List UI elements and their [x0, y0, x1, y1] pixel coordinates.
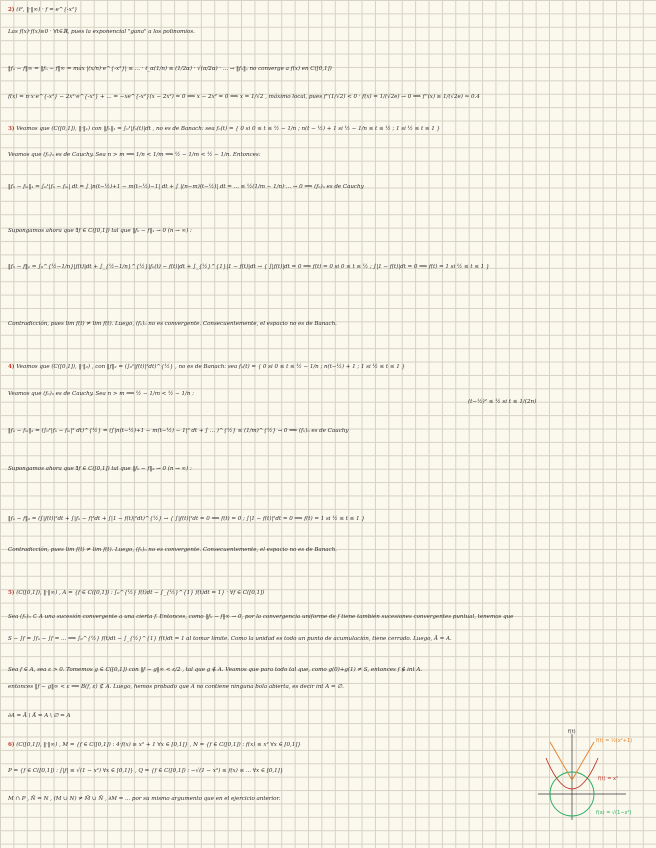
note-line — [8, 363, 586, 371]
exercise-number: 2) — [8, 7, 15, 13]
note-line — [8, 741, 586, 749]
note-line — [8, 795, 586, 803]
graph-label-3: f(x) = √(1−x²) — [596, 810, 632, 816]
note-text: ‖fₙ − fₘ‖₁ = ∫₀¹|fₙ − fₘ| dt = ∫ |n(t−½)+1 − m(t−½)−1| dt + ∫ |(n−m)(t−½)| dt = ... ≤ ½(1/m − 1/n)·... → 0 ⟹ (fₙ)ₙ es de Cauchy — [8, 184, 364, 190]
note-text: (C([0,1]), ‖·‖∞) , A = {f ∈ C([0,1]) : ∫₀^{½} f(t)dt − ∫_{½}^{1} f(t)dt = 1} · ∀f ∈ C([0,1]) — [16, 590, 265, 596]
note-text: ‖fₙ − f‖₁ = ∫₀^{½−1/n}|f(t)|dt + ∫_{½−1/n}^{½}|fₙ(t) − f(t)|dt + ∫_{½}^{1}|1 − f(t)|dt → { ∫|f(t)|dt = 0 ⟹ f(t) = 0 si 0 ≤ t ≤ ½ ; ∫|1 − f(t)|dt = 0 ⟹ f(t) = 1 si ½ ≤ t ≤ 1 } — [8, 264, 490, 270]
note-line — [8, 589, 586, 597]
note-line — [8, 65, 586, 73]
note-text: (C([0,1]), ‖·‖∞) , M = {f ∈ C([0,1]) : 4·f(x) ≥ x² + 1 ∀x ∈ [0,1]} , N = {f ∈ C([0,1]) : f(x) ≤ x² ∀x ∈ [0,1]} — [16, 742, 301, 748]
graph-label-1: f(t) = ½(x²+1) — [596, 738, 632, 744]
note-line — [8, 320, 586, 328]
note-text: ‖fₙ − f‖₂ = (∫|f(t)|²dt + ∫|fₙ − f|²dt + ∫|1 − f(t)|²dt)^{½} → { ∫|f(t)|²dt = 0 ⟹ f(t) = 0 ; ∫|1 − f(t)|²dt = 0 ⟹ f(t) = 1 si ½ ≤ t ≤ 1 } — [8, 516, 365, 522]
note-line — [8, 28, 586, 36]
note-text: Veamos que (C([0,1]), ‖·‖₁) con ‖fₙ‖₁ = ∫₀¹|fₙ(t)|dt , no es de Banach: sea fₙ(t) = { 0 si 0 ≤ t ≤ ½ − 1/n ; n(t − ½) + 1 si ½ − 1/n ≤ t ≤ ½ ; 1 si ½ ≤ t ≤ 1 } — [16, 126, 441, 132]
note-text: (ℓ², ‖·‖∞) · f = e^{-x²} — [16, 7, 78, 13]
note-line — [8, 263, 586, 271]
note-line — [8, 767, 586, 775]
note-text: f(x) = n·x·e^{-x²} − 2x²·e^{-x²} + ... = −xe^{-x²}(x − 2x²) = 0 ⟹ x − 2x² = 0 ⟹ x = 1/√2 , máximo local, pues f''(1/√2) < 0 · f(x) = 1/(√2e) → 0 ⟹ f''(x) ≥ 1/(√2e) ≈ 0.4 — [8, 94, 480, 100]
note-text: Sea f ∈ A, sea ε > 0. Tomemos g ∈ C([0,1]) con ‖f − g‖∞ < ε/2 , tal que g ∉ A. Veamos que para todo tal que, como g(0)+g(1) ≠ S, entonces f ∉ int A. — [8, 667, 423, 673]
note-text: P = {f ∈ C([0,1]) : ∫|f| ≤ √(1 − x²) ∀x ∈ [0,1]} , Q = {f ∈ C([0,1]) : −√(1 − x²) ≤ f(x) ≤ ... ∀x ∈ [0,1]} — [8, 768, 284, 774]
exercise-number: 3) — [8, 126, 15, 132]
note-text: ‖fₙ − fₘ‖₂ = (∫₀¹|fₙ − fₘ|² dt)^{½} = (∫|n(t−½)+1 − m(t−½) − 1|² dt + ∫ ... )^{½} ≤ (1/m)^{½} → 0 ⟹ (fₙ)ₙ es de Cauchy — [8, 428, 349, 434]
exercise-number: 4) — [8, 364, 15, 370]
note-line — [8, 465, 586, 473]
note-text: entonces ‖f − g‖∞ < ε ⟹ B(f, ε) ⊄ A. Luego, hemos probado que A no contiene ninguna bola abierta, es decir int A = ∅. — [8, 684, 344, 690]
note-text: Contradicción, pues lim f(t) ≠ lim f(t). Luego, (fₙ)ₙ no es convergente. Consecuentemente, el espacio no es de Banach. — [8, 547, 337, 553]
note-text: Veamos que (C([0,1]), ‖·‖₂) , con ‖f‖₂ = (∫₀¹|f(t)|²dt)^{½} , no es de Banach: sea fₙ(t) = { 0 si 0 ≤ t ≤ ½ − 1/n ; n(t−½) + 1 ; 1 si ½ ≤ t ≤ 1 } — [16, 364, 405, 370]
note-line — [8, 6, 586, 14]
note-line — [8, 151, 586, 159]
note-line — [8, 712, 586, 720]
note-line — [8, 515, 586, 523]
note-line — [8, 227, 586, 235]
note-text: ‖fₙ − f‖∞ = ‖fₙ − f‖∞ = máx |(x/n)·e^{-x²}| ≤ ... · ℓ_α(1/n) ≤ (1/2α) · √(π/2α) · ... → ‖fₙ‖ₓ no converge a f(x) en C([0,1]) — [8, 66, 332, 72]
note-line — [8, 390, 586, 398]
note-line — [8, 666, 586, 674]
note-line — [8, 93, 586, 101]
note-text: ∂A = Ā \ Å = A \ ∅ = A — [8, 713, 71, 719]
note-line — [8, 546, 586, 554]
note-text: Contradicción, pues lim f(t) ≠ lim f(t). Luego, (fₙ)ₙ no es convergente. Consecuentemente, el espacio no es de Banach. — [8, 321, 337, 327]
exercise-number: 5) — [8, 590, 15, 596]
note-text: Supongamos ahora que ∃f ∈ C([0,1]) tal que ‖fₙ − f‖₁ → 0 (n → ∞) : — [8, 228, 192, 234]
note-line — [8, 183, 586, 191]
note-text: Veamos que (fₙ)ₙ es de Cauchy. Sea n > m ⟹ 1/n < 1/m ⟹ ½ − 1/m < ½ − 1/n. Entonces: — [8, 152, 261, 158]
side-note: (t−½)² ≤ ½ si t ≤ 1/(2n) — [468, 399, 537, 405]
note-text: Supongamos ahora que ∃f ∈ C([0,1]) tal que ‖fₙ − f‖₂ → 0 (n → ∞) : — [8, 466, 192, 472]
exercise-number: 6) — [8, 742, 15, 748]
note-text: M ∩ P , N̄ = N , (M ∪ N) ≠ M̄ ∪ N̄ , ∂M = ... por su mismo argumento que en el ejercicio anterior. — [8, 796, 281, 802]
note-text: Las f(x)·f(x)≥0 · ∀t∈ℝ, pues la exponencial "gana" a los polinomios. — [8, 29, 195, 35]
note-line — [8, 125, 586, 133]
note-text: S − ∫f = ∫fₙ − ∫f = ... ⟹ ∫₀^{½} f(t)dt − ∫_{½}^{1} f(t)dt = 1 al tomar límite. Como la unidad es todo un punto de acumulación, tiene cerrado. Luego, Ā = A. — [8, 636, 452, 642]
graph-label-2: f(t) = x² — [598, 776, 618, 782]
note-text: Sea (fₙ)ₙ ⊂ A una sucesión convergente a una cierta f. Entonces, como ‖fₙ − f‖∞ → 0, por la convergencia uniforme de f tiene también sucesiones convergentes puntual, tenemos que — [8, 614, 514, 620]
graph-axis-label: f(t) — [568, 729, 576, 735]
note-text: Veamos que (fₙ)ₙ es de Cauchy. Sea n > m ⟹ ½ − 1/m < ½ − 1/n : — [8, 391, 194, 397]
function-sketch — [532, 728, 632, 824]
note-line — [8, 427, 586, 435]
note-line — [8, 683, 586, 691]
note-line — [8, 613, 586, 621]
note-line — [8, 635, 586, 643]
